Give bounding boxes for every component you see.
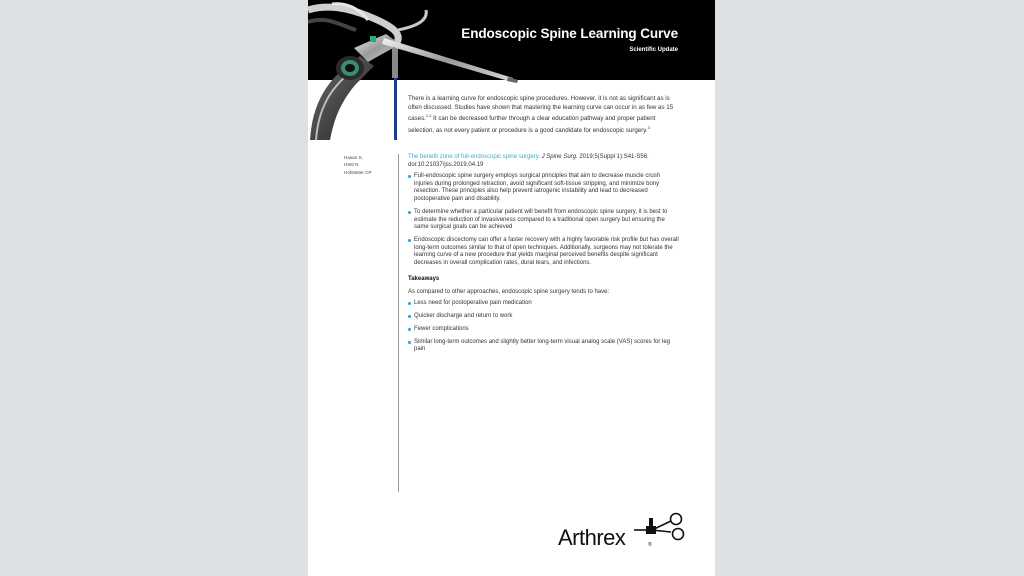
bullet-dot-icon <box>408 175 411 178</box>
bullet-dot-icon <box>408 211 411 214</box>
list-item: Quicker discharge and return to work <box>408 313 680 321</box>
list-item: Endoscopic discectomy can offer a faster recovery with a highly favorable risk profile but has overall long-term outcomes similar to that of open techniques. Additionally, surgeons may not tolerate the learning curve of a new procedure that yields marginal perceived benefits despite significant decreases in overall complication rates, dural tears, and infections. <box>408 237 680 267</box>
page-title: Endoscopic Spine Learning Curve <box>461 26 678 41</box>
logo-registered-mark: ® <box>648 542 652 548</box>
main-content <box>408 154 680 359</box>
citation-link[interactable]: The benefit zone of full-endoscopic spine surgery. <box>408 154 540 160</box>
author-name: Härtl R, <box>344 162 360 168</box>
bullet-dot-icon <box>408 341 411 344</box>
page-subtitle: Scientific Update <box>629 47 678 53</box>
list-item: To determine whether a particular patient will benefit from endoscopic spine surgery, it is best to estimate the reduction of invasiveness compared to a traditional open surgery but ensuring the same surgical goals can be achieved <box>408 209 680 232</box>
scissors-icon <box>616 512 688 542</box>
bullet-dot-icon <box>408 239 411 242</box>
takeaways-heading: Takeaways <box>408 275 440 282</box>
bullet-dot-icon <box>408 302 411 305</box>
author-list <box>344 154 394 176</box>
author-name: Hofstetter CP <box>344 169 372 175</box>
column-divider <box>398 154 399 492</box>
document-page <box>308 0 715 576</box>
author-name: Hasan S, <box>344 155 363 160</box>
list-item: Fewer complications <box>408 326 680 334</box>
citation-journal: J Spine Surg. <box>539 154 578 160</box>
list-item: Full-endoscopic spine surgery employs surgical principles that aim to decrease muscle crush injuries during prolonged retraction, avoid significant soft-tissue stripping, and minimize bony resection. These principles also help prevent iatrogenic instability and lead to decreased postoperative pain and disability. <box>408 173 680 203</box>
bullet-dot-icon <box>408 315 411 318</box>
finding-list <box>408 173 680 267</box>
logo-wordmark: Arthrex <box>558 525 626 550</box>
list-item: Less need for postoperative pain medication <box>408 300 680 308</box>
list-item: Similar long-term outcomes and slightly better long-term visual analog scale (VAS) scores for leg pain <box>408 339 680 354</box>
citation-details: 2019;5(Suppl 1):S41-S56. doi:10.21037/jss.2019.04.19 <box>408 154 649 168</box>
bullet-dot-icon <box>408 328 411 331</box>
arthrex-logo <box>558 512 688 554</box>
takeaways-intro: As compared to other approaches, endoscopic spine surgery tends to have: <box>408 289 610 296</box>
intro-paragraph: There is a learning curve for endoscopic spine procedures. However, it is not as significant as is often discussed. Studies have shown that mastering the learning curve can occur in as few as 15 cases.$^{1,2}$ It can be decreased further through a clear education pathway and proper patient selection, as not every patient or procedure is a good candidate for endoscopic surgery.$^3$ <box>408 95 674 134</box>
takeaways-list <box>408 300 680 354</box>
citation <box>408 154 680 169</box>
